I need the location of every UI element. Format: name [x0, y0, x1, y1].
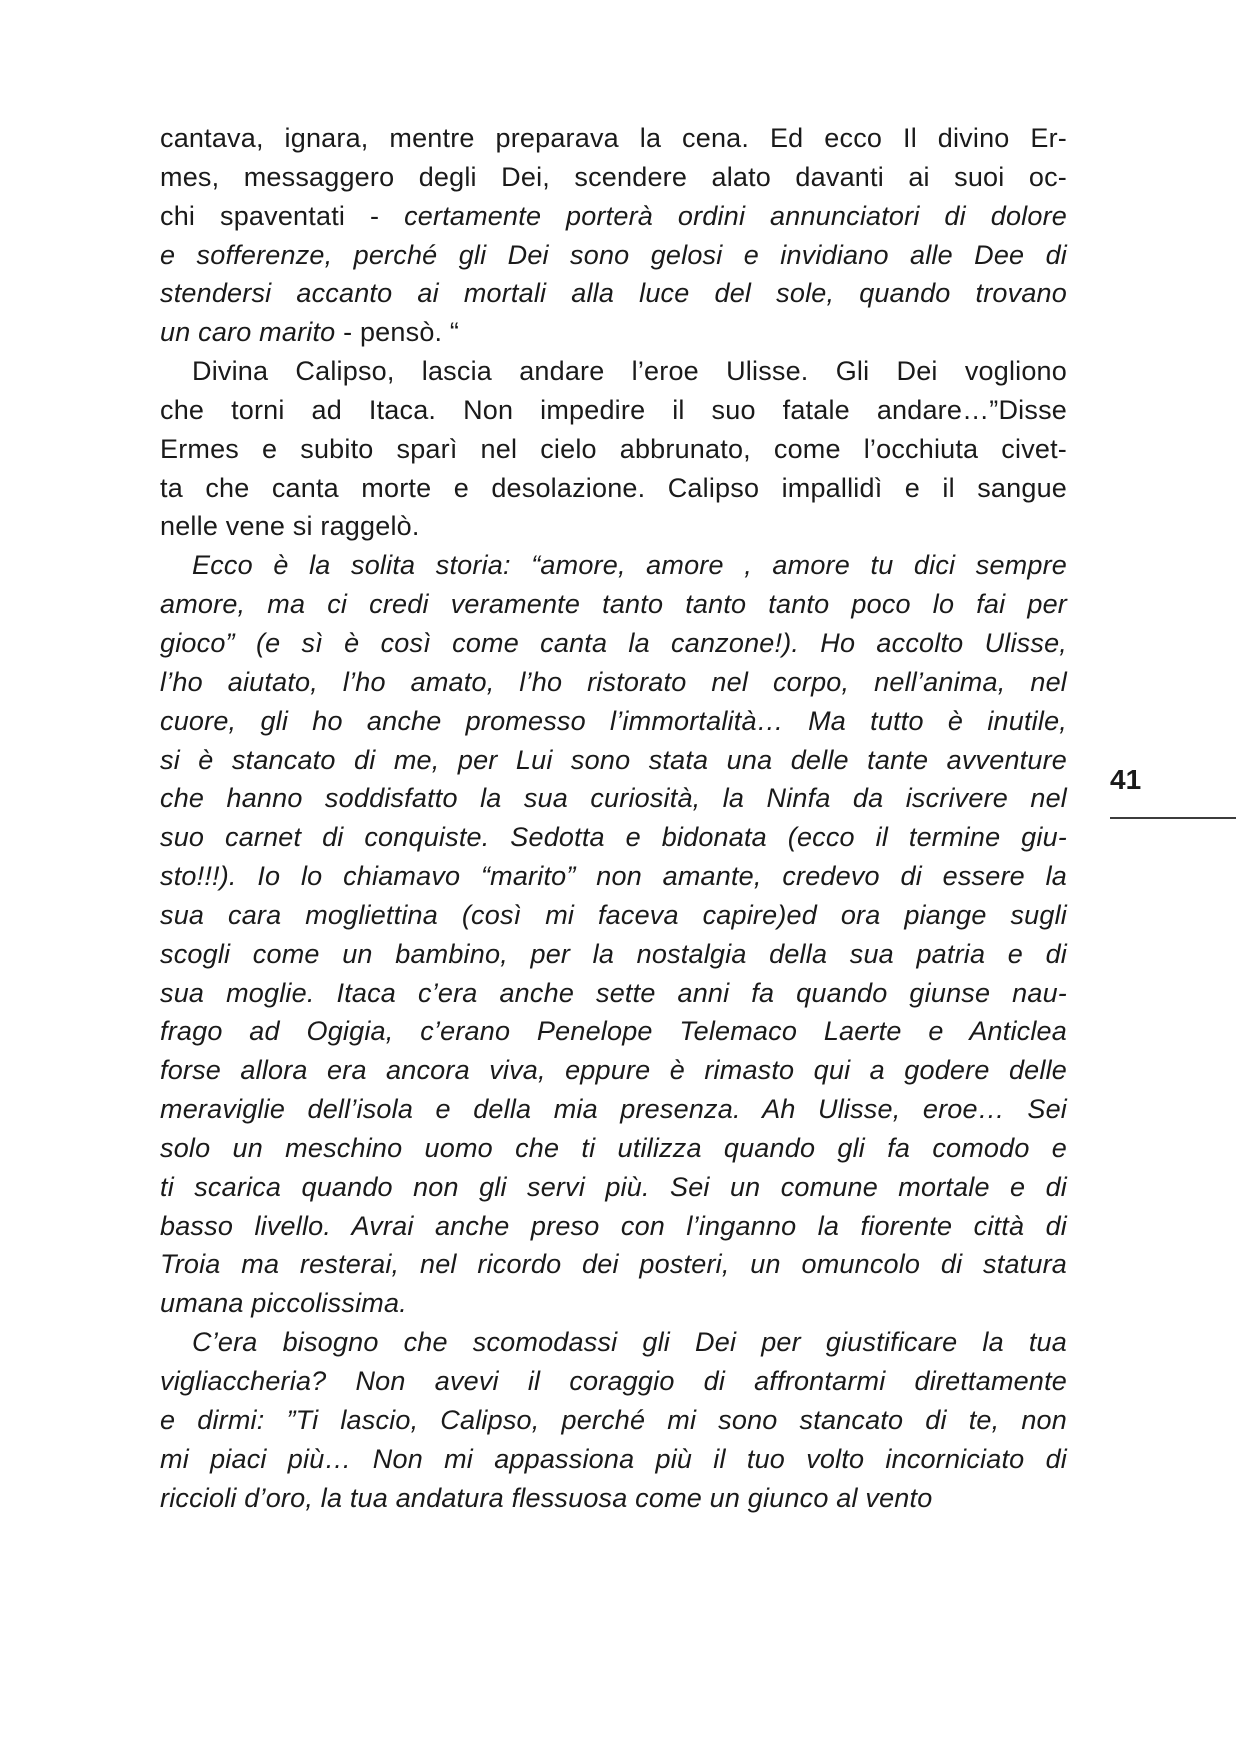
text-line: cantava, ignara, mentre preparava la cena. Ed ecco Il divino Er- [160, 123, 1067, 153]
text-line: forse allora era ancora viva, eppure è rimasto qui a godere delle [160, 1055, 1067, 1086]
text-line: Ermes e subito sparì nel cielo abbrunato, come l’occhiuta civet- [160, 433, 1067, 464]
text-line: nelle vene si raggelò. [160, 511, 420, 542]
text-line: Divina Calipso, lascia andare l’eroe Ulisse. Gli Dei vogliono [192, 356, 1067, 387]
text-line: Troia ma resterai, nel ricordo dei posteri, un omuncolo di statura [160, 1249, 1067, 1280]
text-line: umana piccolissima. [160, 1288, 407, 1319]
text-line: ta che canta morte e desolazione. Calipso impallidì e il sangue [160, 472, 1067, 503]
page-number: 41 [1110, 764, 1142, 795]
text-line: basso livello. Avrai anche preso con l’inganno la fiorente città di [160, 1210, 1067, 1241]
text-line [160, 197, 1067, 236]
text-line: che hanno soddisfatto la sua curiosità, la Ninfa da iscrivere nel [160, 783, 1067, 814]
text-line: si è stancato di me, per Lui sono stata una delle tante avventure [160, 744, 1067, 775]
text-segment: certamente porterà ordini annunciatori di dolore [404, 200, 1067, 231]
text-line: mi piaci più… Non mi appassiona più il tuo volto incorniciato di [160, 1443, 1067, 1474]
text-line: riccioli d’oro, la tua andatura flessuosa come un giunco al vento [160, 1482, 933, 1513]
text-line: frago ad Ogigia, c’erano Penelope Telemaco Laerte e Anticlea [160, 1016, 1067, 1047]
text-line: sua moglie. Itaca c’era anche sette anni fa quando giunse nau- [160, 977, 1067, 1008]
text-line: amore, ma ci credi veramente tanto tanto tanto poco lo fai per [160, 589, 1067, 620]
text-line: che torni ad Itaca. Non impedire il suo fatale andare…”Disse [160, 394, 1067, 425]
text-line: e sofferenze, perché gli Dei sono gelosi e invidiano alle Dee di [160, 239, 1067, 270]
text-line: sto!!!). Io lo chiamavo “marito” non amante, credevo di essere la [160, 861, 1067, 892]
text-line: cuore, gli ho anche promesso l’immortalità… Ma tutto è inutile, [160, 705, 1067, 736]
body-text [160, 119, 1067, 1517]
text-line: solo un meschino uomo che ti utilizza quando gli fa comodo e [160, 1132, 1067, 1163]
text-line: C’era bisogno che scomodassi gli Dei per giustificare la tua [192, 1327, 1067, 1358]
text-segment: un caro marito [160, 317, 336, 348]
text-line: stendersi accanto ai mortali alla luce del sole, quando trovano [160, 278, 1067, 309]
text-line: vigliaccheria? Non avevi il coraggio di affrontarmi direttamente [160, 1366, 1067, 1396]
text-segment: - pensò. “ [335, 317, 460, 348]
text-line: Ecco è la solita storia: “amore, amore , amore tu dici sempre [192, 550, 1067, 581]
text-line: mes, messaggero degli Dei, scendere alato davanti ai suoi oc- [160, 161, 1067, 192]
text-line: suo carnet di conquiste. Sedotta e bidonata (ecco il termine giu- [160, 822, 1067, 853]
text-line: ti scarica quando non gli servi più. Sei un comune mortale e di [160, 1171, 1067, 1202]
text-segment: chi spaventati - [160, 200, 405, 231]
text-line: l’ho aiutato, l’ho amato, l’ho ristorato nel corpo, nell’anima, nel [160, 666, 1067, 697]
page-number-rule [1110, 817, 1236, 819]
text-line: scogli come un bambino, per la nostalgia della sua patria e di [160, 938, 1067, 969]
text-line: sua cara mogliettina (così mi faceva capire)ed ora piange sugli [160, 899, 1067, 930]
text-line: gioco” (e sì è così come canta la canzone!). Ho accolto Ulisse, [160, 627, 1067, 658]
text-line: meraviglie dell’isola e della mia presenza. Ah Ulisse, eroe… Sei [160, 1094, 1067, 1125]
text-line [160, 313, 1067, 352]
text-line: e dirmi: ”Ti lascio, Calipso, perché mi sono stancato di te, non [160, 1404, 1067, 1435]
